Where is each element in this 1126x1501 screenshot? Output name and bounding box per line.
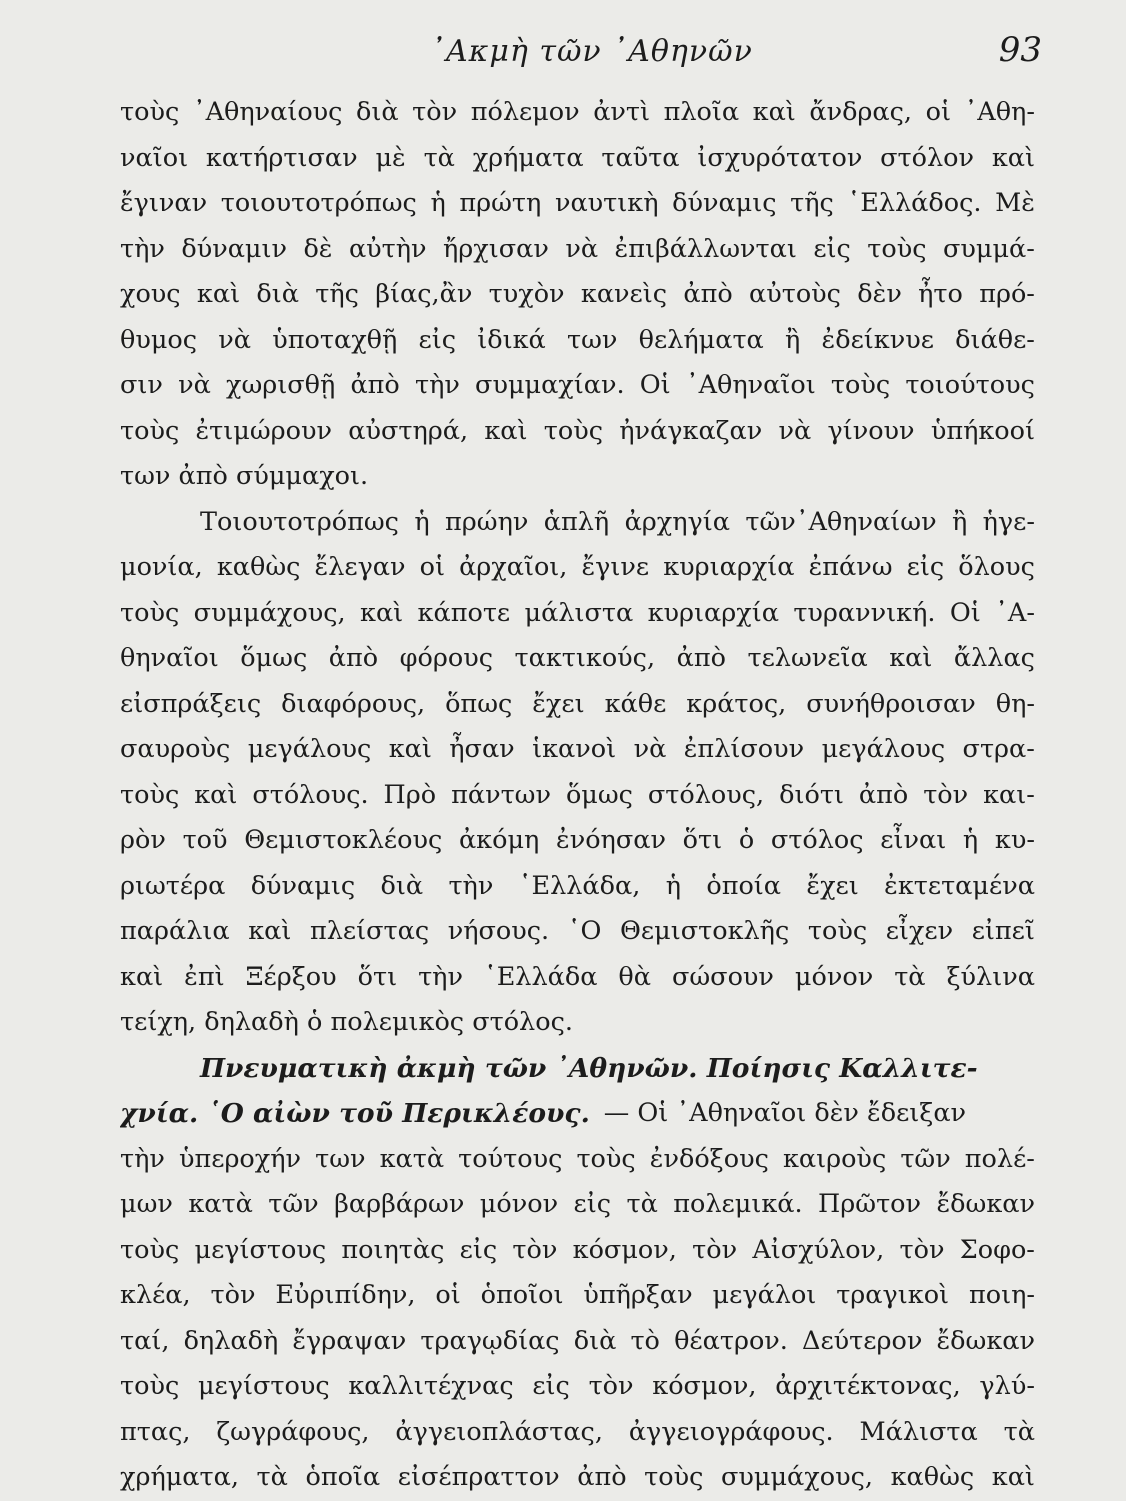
running-head: ᾽Ακμὴ τῶν ᾽Αθηνῶν <box>430 34 753 69</box>
text-line: καὶ ἐπὶ Ξέρξου ὅτι τὴν ῾Ελλάδα θὰ σώσουν μόνον τὰ ξύλινα <box>120 961 1035 992</box>
text-line: τὴν ὑπεροχήν των κατὰ τούτους τοὺς ἐνδόξους καιροὺς τῶν πολέ- <box>120 1143 1035 1174</box>
text-line: τοὺς ᾽Αθηναίους διὰ τὸν πόλεμον ἀντὶ πλοῖα καὶ ἄνδρας, οἱ ᾽Αθη- <box>120 97 1035 127</box>
text-line: πτας, ζωγράφους, ἀγγειοπλάστας, ἀγγειογράφους. Μάλιστα τὰ <box>120 1416 1035 1447</box>
text-line: τείχη, δηλαδὴ ὁ πολεμικὸς στόλος. <box>120 1007 573 1037</box>
page-header <box>0 28 1126 78</box>
text-line: μων κατὰ τῶν βαρβάρων μόνον εἰς τὰ πολεμικά. Πρῶτον ἔδωκαν <box>120 1189 1035 1219</box>
text-line: χους καὶ διὰ τῆς βίας,ἂν τυχὸν κανεὶς ἀπὸ αὐτοὺς δὲν ἦτο πρό- <box>120 279 1035 309</box>
text-line: εἰσπράξεις διαφόρους, ὅπως ἔχει κάθε κράτος, συνήθροισαν θη- <box>120 688 1035 719</box>
text-line: ἔγιναν τοιουτοτρόπως ἡ πρώτη ναυτικὴ δύναμις τῆς ῾Ελλάδος. Μὲ <box>120 188 1035 218</box>
text-line: τοὺς καὶ στόλους. Πρὸ πάντων ὅμως στόλους, διότι ἀπὸ τὸν και- <box>120 779 1035 810</box>
section-heading: Πνευματικὴ ἀκμὴ τῶν ᾽Αθηνῶν. Ποίησις Καλλιτε- <box>200 1052 978 1084</box>
text-line: χρήματα, τὰ ὁποῖα εἰσέπραττον ἀπὸ τοὺς συμμάχους, καθὼς καὶ <box>120 1462 1035 1492</box>
text-line: τοὺς ἐτιμώρουν αὐστηρά, καὶ τοὺς ἠνάγκαζαν νὰ γίνουν ὑπήκοοί <box>120 415 1035 446</box>
heading-line-remainder: — Οἱ ᾽Αθηναῖοι δὲν ἔδειξαν <box>603 1098 967 1128</box>
text-line: τοὺς μεγίστους καλλιτέχνας εἰς τὸν κόσμον, ἀρχιτέκτονας, γλύ- <box>120 1371 1035 1401</box>
text-line: ναῖοι κατήρτισαν μὲ τὰ χρήματα ταῦτα ἰσχυρότατον στόλον καὶ <box>120 142 1035 173</box>
text-line: Τοιουτοτρόπως ἡ πρώην ἁπλῆ ἀρχηγία τῶν᾽Αθηναίων ἢ ἡγε- <box>200 506 1035 537</box>
paragraph-3 <box>120 1046 1035 1501</box>
paragraph-1 <box>120 90 1035 500</box>
section-heading-continuation <box>120 1091 1035 1137</box>
paragraph-2 <box>120 500 1035 1046</box>
text-line: ρὸν τοῦ Θεμιστοκλέους ἀκόμη ἐνόησαν ὅτι ὁ στόλος εἶναι ἡ κυ- <box>120 825 1035 855</box>
text-line: τὴν δύναμιν δὲ αὐτὴν ἤρχισαν νὰ ἐπιβάλλωνται εἰς τοὺς συμμά- <box>120 233 1035 264</box>
page-number: 93 <box>998 30 1042 70</box>
text-line: ταί, δηλαδὴ ἔγραψαν τραγῳδίας διὰ τὸ θέατρον. Δεύτερον ἔδωκαν <box>120 1325 1035 1356</box>
text-line: κλέα, τὸν Εὐριπίδην, οἱ ὁποῖοι ὑπῆρξαν μεγάλοι τραγικοὶ ποιη- <box>120 1280 1035 1310</box>
text-line: ριωτέρα δύναμις διὰ τὴν ῾Ελλάδα, ἡ ὁποία ἔχει ἐκτεταμένα <box>120 870 1035 901</box>
text-line: σαυροὺς μεγάλους καὶ ἦσαν ἱκανοὶ νὰ ἐπλίσουν μεγάλους στρα- <box>120 734 1035 764</box>
section-heading-tail: χνία. ῾Ο αἰὼν τοῦ Περικλέους. <box>120 1098 590 1129</box>
text-line: θυμος νὰ ὑποταχθῇ εἰς ἰδικά των θελήματα ἢ ἐδείκνυε διάθε- <box>120 324 1035 355</box>
text-line: των ἀπὸ σύμμαχοι. <box>120 461 369 491</box>
body-text <box>120 90 1035 1501</box>
text-line: παράλια καὶ πλείστας νήσους. ῾Ο Θεμιστοκλῆς τοὺς εἶχεν εἰπεῖ <box>120 916 1035 946</box>
text-line: σιν νὰ χωρισθῇ ἀπὸ τὴν συμμαχίαν. Οἱ ᾽Αθηναῖοι τοὺς τοιούτους <box>120 370 1035 400</box>
text-line: τοὺς συμμάχους, καὶ κάποτε μάλιστα κυριαρχία τυραννική. Οἱ ᾽Α- <box>120 597 1035 628</box>
text-line: μονία, καθὼς ἔλεγαν οἱ ἀρχαῖοι, ἔγινε κυριαρχία ἐπάνω εἰς ὅλους <box>120 552 1035 582</box>
text-line: τοὺς μεγίστους ποιητὰς εἰς τὸν κόσμον, τὸν Αἰσχύλον, τὸν Σοφο- <box>120 1234 1035 1265</box>
text-line: θηναῖοι ὅμως ἀπὸ φόρους τακτικούς, ἀπὸ τελωνεῖα καὶ ἄλλας <box>120 643 1035 673</box>
